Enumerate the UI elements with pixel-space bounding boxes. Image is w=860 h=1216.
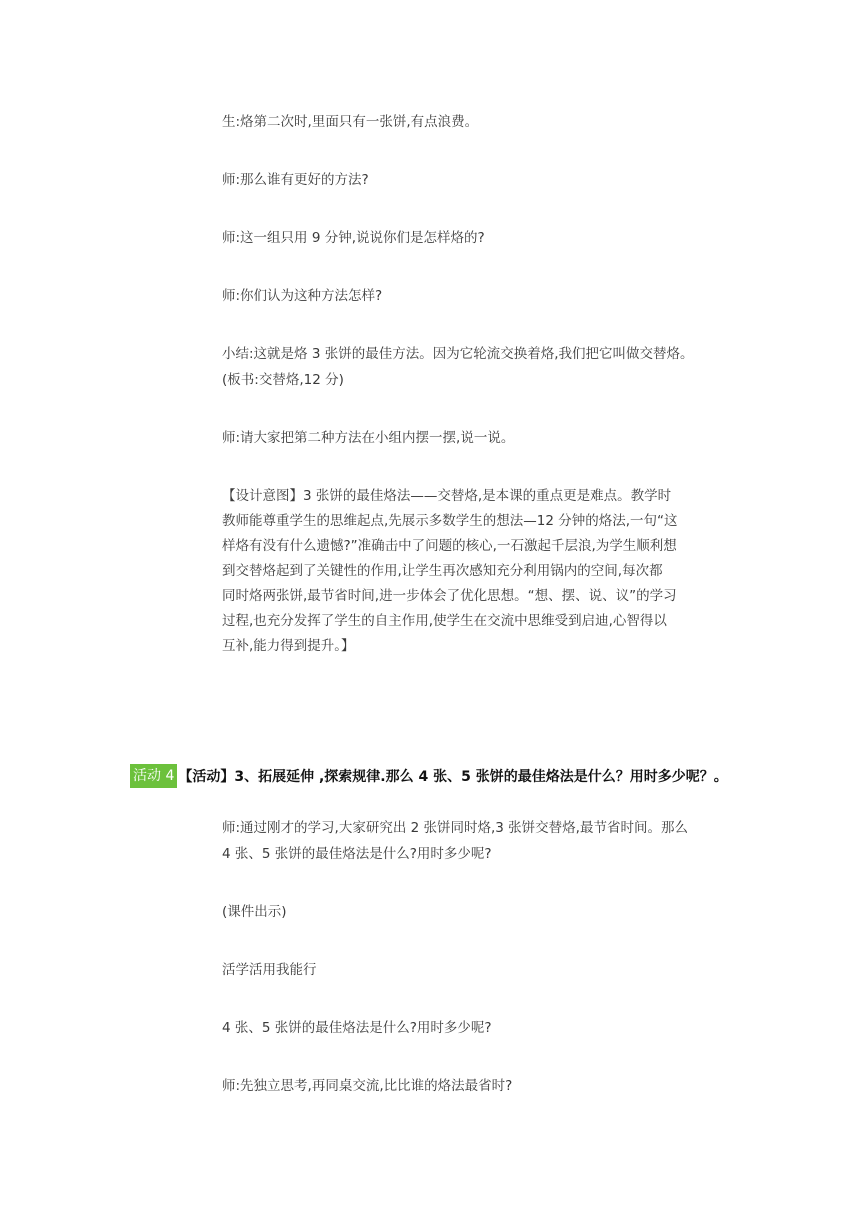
line-summary: 小结:这就是烙 3 张饼的最佳方法。因为它轮流交换着烙,我们把它叫做交替烙。 — [222, 346, 694, 362]
line-question: 4 张、5 张饼的最佳烙法是什么?用时多少呢? — [222, 1020, 492, 1036]
line-teacher-review: 师:通过刚才的学习,大家研究出 2 张饼同时烙,3 张饼交替烙,最节省时间。那么 — [222, 820, 688, 836]
design-intent-row: 到交替烙起到了关键性的作用,让学生再次感知充分利用锅内的空间,每次都 — [222, 563, 663, 579]
line-apply-heading: 活学活用我能行 — [222, 962, 317, 978]
line-student-second-bake: 生:烙第二次时,里面只有一张饼,有点浪费。 — [222, 114, 479, 130]
activity-title: 3、拓展延伸 ,探索规律.那么 4 张、5 张饼的最佳烙法是什么？用时多少呢？。 — [234, 769, 728, 785]
line-teacher-think-first: 师:先独立思考,再同桌交流,比比谁的烙法最省时? — [222, 1078, 513, 1094]
design-intent-row: 互补,能力得到提升。】 — [222, 638, 355, 654]
design-intent-row: 同时烙两张饼,最节省时间,进一步体会了优化思想。“想、摆、说、议”的学习 — [222, 588, 677, 604]
design-intent-row: 【设计意图】3 张饼的最佳烙法——交替烙,是本课的重点更是难点。教学时 — [222, 488, 672, 504]
line-teacher-better-method: 师:那么谁有更好的方法? — [222, 172, 369, 188]
line-courseware-show: (课件出示) — [222, 904, 287, 920]
line-teacher-question: 4 张、5 张饼的最佳烙法是什么?用时多少呢? — [222, 846, 492, 862]
line-board-note: (板书:交替烙,12 分) — [222, 372, 344, 388]
design-intent-row: 样烙有没有什么遗憾?”准确击中了问题的核心,一石激起千层浪,为学生顺利想 — [222, 538, 677, 554]
design-intent-row: 教师能尊重学生的思维起点,先展示多数学生的想法—12 分钟的烙法,一句“这 — [222, 513, 678, 529]
line-teacher-group-practice: 师:请大家把第二种方法在小组内摆一摆,说一说。 — [222, 430, 515, 446]
design-intent-row: 过程,也充分发挥了学生的自主作用,使学生在交流中思维受到启迪,心智得以 — [222, 613, 667, 629]
line-teacher-nine-minutes: 师:这一组只用 9 分钟,说说你们是怎样烙的? — [222, 230, 485, 246]
activity-heading — [130, 764, 728, 788]
activity-tag: 【活动】 — [178, 769, 235, 785]
design-intent-paragraph — [222, 484, 732, 659]
line-teacher-opinion: 师:你们认为这种方法怎样? — [222, 288, 383, 304]
activity-badge: 活动 4 — [130, 764, 177, 788]
